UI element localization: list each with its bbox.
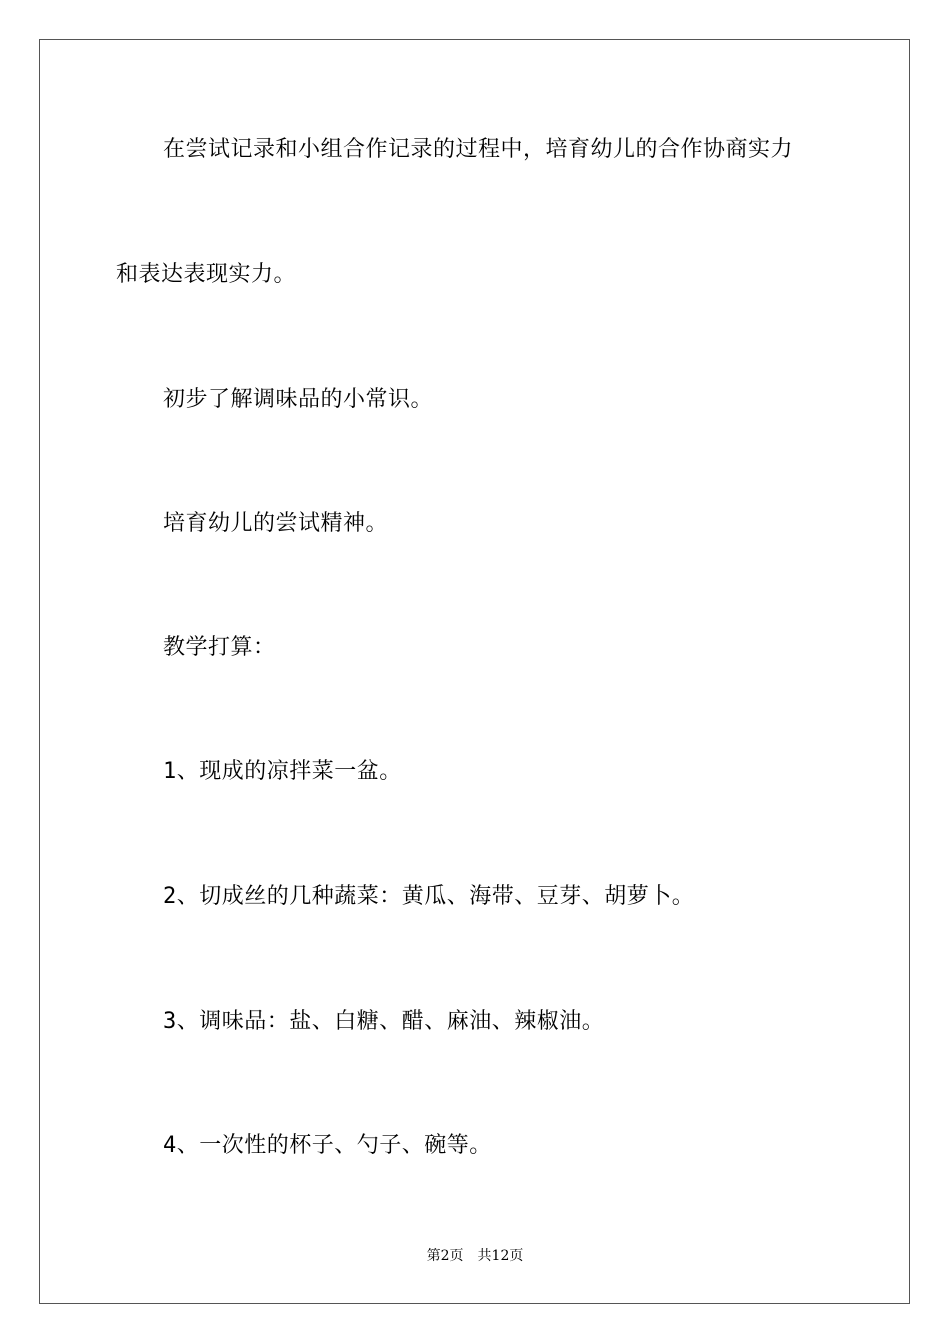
page-total: 共12页 [477, 1248, 524, 1264]
page-number: 第2页 [426, 1248, 464, 1264]
list-item-4: 4、一次性的杯子、勺子、碗等。 [163, 1133, 492, 1158]
list-item-2: 2、切成丝的几种蔬菜：黄瓜、海带、豆芽、胡萝卜。 [163, 884, 695, 909]
paragraph-line-1: 在尝试记录和小组合作记录的过程中，培育幼儿的合作协商实力 [163, 137, 794, 162]
paragraph-line-4: 培育幼儿的尝试精神。 [163, 511, 389, 536]
paragraph-line-3: 初步了解调味品的小常识。 [163, 387, 434, 412]
list-item-1: 1、现成的凉拌菜一盆。 [163, 759, 402, 784]
paragraph-line-5: 教学打算： [163, 635, 276, 660]
list-item-3: 3、调味品：盐、白糖、醋、麻油、辣椒油。 [163, 1009, 605, 1034]
paragraph-line-2: 和表达表现实力。 [116, 262, 297, 287]
page-footer [0, 1246, 950, 1266]
page-frame [39, 39, 910, 1304]
